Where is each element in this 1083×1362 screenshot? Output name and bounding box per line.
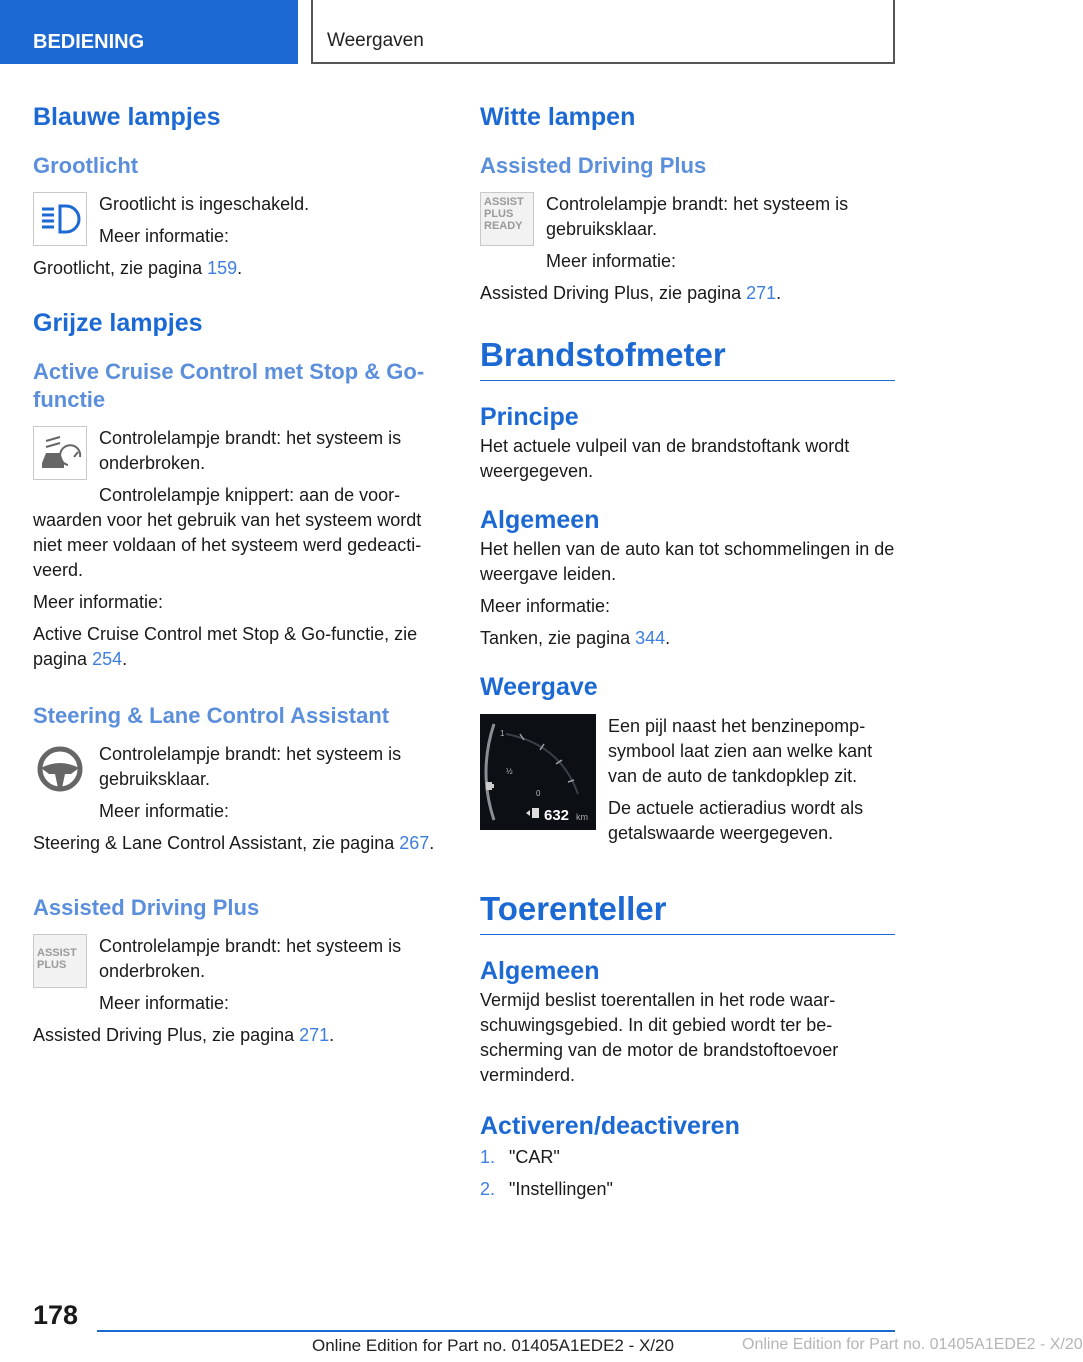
list-item: 2. "Instellingen" — [480, 1179, 613, 1199]
acc-text-2: Controlelampje knippert: aan de voorwaarden voor het gebruik van het systeem wordt niet meer voldaan of het systeem werd gedeactiveerd. — [33, 485, 422, 580]
left-column — [33, 100, 445, 1048]
page-number: 178 — [33, 1300, 79, 1330]
fuel-gauge-heading: Brandstofmeter — [480, 336, 895, 381]
adp-heading-right: Assisted Driving Plus — [480, 153, 707, 178]
weergave-block — [480, 714, 895, 846]
slca-text-1: Controlelampje brandt: het systeem is gebruiksklaar. — [99, 744, 402, 789]
grey-lamps-heading: Grijze lampjes — [33, 309, 203, 337]
page-link-159[interactable]: 159 — [207, 258, 238, 278]
gauge-range-unit: km — [576, 812, 588, 822]
algemeen2-text: Vermijd beslist toerentallen in het rode waarschuwingsgebied. In dit gebied wordt ter bescherming van de motor de brandstoftoevoer verminderd. — [480, 990, 839, 1085]
principe-text: Het actuele vulpeil van de brandstoftank wordt weergegeven. — [480, 436, 850, 481]
high-beam-icon — [33, 192, 87, 246]
algemeen-text-2: Meer informatie: — [480, 596, 611, 616]
algemeen-text-1: Het hellen van de auto kan tot schommelingen in de weergave leiden. — [480, 539, 895, 584]
page-link-271-left[interactable]: 271 — [299, 1025, 330, 1045]
white-lamps-heading: Witte lampen — [480, 103, 636, 131]
adp-left-text-3: Assisted Driving Plus, zie pagina 271. — [33, 1025, 335, 1045]
assist-plus-ready-icon: ASSIST PLUS READY — [480, 192, 534, 246]
acc-text-3: Meer informatie: — [33, 592, 164, 612]
algemeen-text-3: Tanken, zie pagina 344. — [480, 628, 671, 648]
principe-heading: Principe — [480, 403, 579, 431]
algemeen2-heading: Algemeen — [480, 957, 600, 985]
weergave-heading: Weergave — [480, 673, 598, 701]
adp-right-text-2: Meer informatie: — [546, 251, 677, 271]
assist-plus-icon: ASSIST PLUS — [33, 934, 87, 988]
right-column — [480, 100, 895, 1202]
gauge-tick-half: ½ — [506, 767, 513, 776]
blue-lamps-heading: Blauwe lampjes — [33, 103, 221, 131]
activeren-heading: Activeren/deactiveren — [480, 1112, 740, 1140]
gauge-range-value: 632 — [544, 807, 570, 824]
footer-rule — [97, 1330, 895, 1332]
steering-wheel-icon — [33, 742, 87, 796]
grootlicht-text-2: Meer informatie: — [99, 226, 230, 246]
acc-block — [33, 426, 445, 672]
adp-right-text-1: Controlelampje brandt: het systeem is gebruiksklaar. — [546, 194, 849, 239]
page-link-254[interactable]: 254 — [92, 649, 123, 669]
list-item: 1. "CAR" — [480, 1147, 560, 1167]
grootlicht-heading: Grootlicht — [33, 153, 139, 178]
slca-heading: Steering & Lane Control Assistant — [33, 703, 390, 728]
acc-heading: Active Cruise Control met Stop & Go-functie — [33, 359, 425, 412]
slca-block — [33, 742, 445, 856]
chapter-tab: Weergaven — [311, 0, 895, 64]
page-link-267[interactable]: 267 — [399, 833, 430, 853]
page-link-271-right[interactable]: 271 — [746, 283, 777, 303]
acc-text-1: Controlelampje brandt: het systeem is onderbroken. — [99, 428, 402, 473]
weergave-text-2: De actuele actieradius wordt als getalswaarde weergegeven. — [608, 798, 864, 843]
gauge-tick-1: 1 — [500, 729, 505, 738]
page-link-344[interactable]: 344 — [635, 628, 666, 648]
slca-text-2: Meer informatie: — [99, 801, 230, 821]
adp-block-right — [480, 192, 895, 306]
section-tab: BEDIENING — [0, 0, 298, 64]
slca-text-3: Steering & Lane Control Assistant, zie pagina 267. — [33, 833, 435, 853]
grootlicht-block — [33, 192, 445, 281]
fuel-gauge-display — [480, 714, 596, 830]
activeren-list — [480, 1145, 895, 1202]
adp-right-text-3: Assisted Driving Plus, zie pagina 271. — [480, 283, 782, 303]
tachometer-heading: Toerenteller — [480, 890, 895, 935]
adp-heading-left: Assisted Driving Plus — [33, 895, 260, 920]
algemeen-heading: Algemeen — [480, 506, 600, 534]
cruise-control-icon — [33, 426, 87, 480]
grootlicht-text-3: Grootlicht, zie pagina 159. — [33, 258, 243, 278]
weergave-text-1: Een pijl naast het benzinepompsymbool laat zien aan welke kant van de auto de tankdopklep zit. — [608, 716, 873, 786]
grootlicht-text-1: Grootlicht is ingeschakeld. — [99, 194, 310, 214]
acc-text-4: Active Cruise Control met Stop & Go-functie, zie pagina 254. — [33, 624, 418, 669]
adp-block-left — [33, 934, 445, 1048]
adp-left-text-1: Controlelampje brandt: het systeem is onderbroken. — [99, 936, 402, 981]
edition-text: Online Edition for Part no. 01405A1EDE2 - X/20 — [312, 1336, 674, 1355]
watermark: Online Edition for Part no. 01405A1EDE2 - X/20 — [742, 1336, 1083, 1353]
gauge-tick-0: 0 — [536, 789, 541, 798]
adp-left-text-2: Meer informatie: — [99, 993, 230, 1013]
